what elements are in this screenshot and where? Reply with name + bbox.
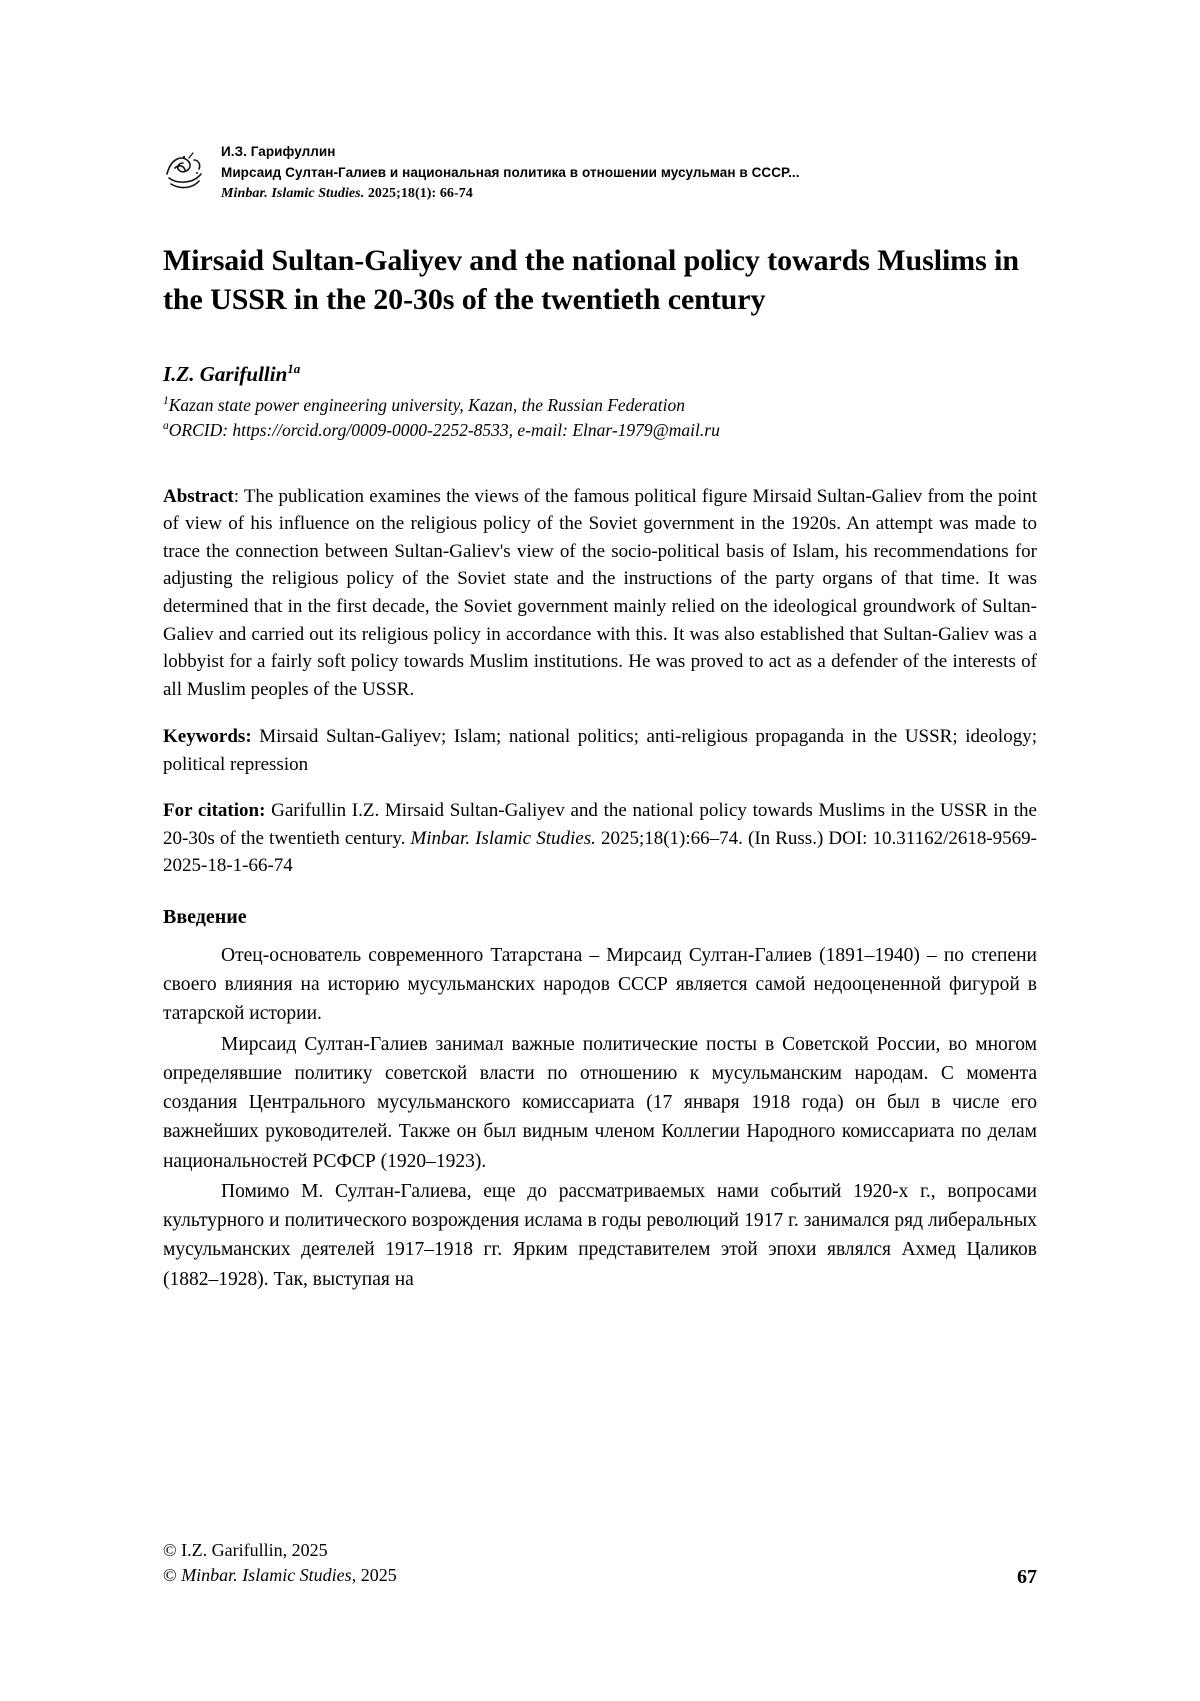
arabic-calligraphy-logo [163,144,207,196]
copyright-journal [163,1563,397,1589]
abstract-text: The publication examines the views of the famous political figure Mirsaid Sultan-Galiev from the point of view of his influence on the religious policy of the Soviet government in the 1920s. An attempt was made to trace the connection between Sultan-Galiev's view of the socio-political basis of Islam, his recommendations for adjusting the religious policy of the Soviet state and the instructions of the party organs of that time. It was determined that in the first decade, the Soviet government mainly relied on the ideological groundwork of Sultan-Galiev and carried out its religious policy in accordance with this. It was also established that Sultan-Galiev was a lobbyist for a fairly soft policy towards Muslim institutions. He was proved to act as a defender of the interests of all Muslim peoples of the USSR. [163,485,1038,700]
running-head [163,140,1037,204]
citation-text-2: 2025;18(1):66–74. (In Russ.) DOI: 10.31162/2618-9569-2025-18-1-66-74 [163,827,1037,877]
affiliation-block [163,393,1037,443]
citation-text-1: Garifullin I.Z. Mirsaid Sultan-Galiyev and the national policy towards Muslims in the USSR in the 20-30s of the twentieth century. [163,800,1037,849]
keywords-text: Mirsaid Sultan-Galiyev; Islam; national politics; anti-religious propaganda in the USSR; ideology; political repression [163,726,1037,775]
running-head-journal [221,183,1037,204]
author-name [163,361,1037,387]
page-number: 67 [1017,1566,1037,1588]
copyright-block [163,1538,397,1589]
copyright-suffix: , 2025 [351,1565,397,1586]
running-head-title: Мирсаид Султан-Галиев и национальная политика в отношении мусульман в СССР... [221,164,800,180]
keywords-paragraph [163,723,1037,778]
copyright-prefix: © [163,1565,182,1586]
page-title: Mirsaid Sultan-Galiyev and the national policy towards Muslims in the USSR in the 20-30s of the twentieth century [163,244,1019,316]
body-paragraph: Отец-основатель современного Татарстана – Мирсаид Султан-Галиев (1891–1940) – по степени своего влияния на историю мусульманских народов СССР является самой недооцененной фигурой в татарской истории. [163,944,1037,1025]
abstract-paragraph [163,483,1037,703]
keywords-label: Keywords: [163,726,252,748]
citation-journal: Minbar. Islamic Studies. [410,827,596,849]
orcid-line [163,418,1037,443]
page-footer [163,1538,1037,1589]
body-paragraph: Помимо М. Султан-Галиева, еще до рассматриваемых нами событий 1920-х г., вопросами культурного и политического возрождения ислама в годы революций 1917 г. занимался ряд либеральных мусульманских деятелей 1917–1918 гг. Ярким представителем этой эпохи являлся Ахмед Цаликов (1882–1928). Так, выступая на [163,1180,1037,1290]
copyright-author: © I.Z. Garifullin, 2025 [163,1539,328,1560]
citation-paragraph [163,797,1037,880]
abstract-separator: : [233,485,244,507]
abstract-label: Abstract [163,485,234,507]
affiliation-marker: 1 [163,395,169,408]
journal-name: Minbar. Islamic Studies. [221,186,365,202]
copyright-journal-name: Minbar. Islamic Studies [181,1565,352,1586]
body-paragraph: Мирсаид Султан-Галиев занимал важные политические посты в Советской России, во многом определявшие политику советской власти по отношению к мусульманским народам. С момента создания Центрального мусульманского комиссариата (17 января 1918 года) он был в числе его важнейших руководителей. Также он был видным членом Коллегии Народного комиссариата по делам национальностей РСФСР (1920–1923). [163,1033,1037,1172]
running-head-author: И.З. Гарифуллин [221,144,336,159]
journal-issue: 2025;18(1): 66-74 [364,186,473,202]
orcid-text: ORCID: https://orcid.org/0009-0000-2252-8533, e-mail: Elnar-1979@mail.ru [168,419,720,440]
affiliation [163,393,1037,418]
author-affiliation-marker: 1a [287,361,301,377]
citation-label: For citation: [163,800,266,822]
author-label: I.Z. Garifullin [163,362,288,387]
orcid-marker: a [163,420,169,433]
section-heading-introduction: Введение [163,905,247,928]
affiliation-text: Kazan state power engineering university, Kazan, the Russian Federation [168,395,685,416]
